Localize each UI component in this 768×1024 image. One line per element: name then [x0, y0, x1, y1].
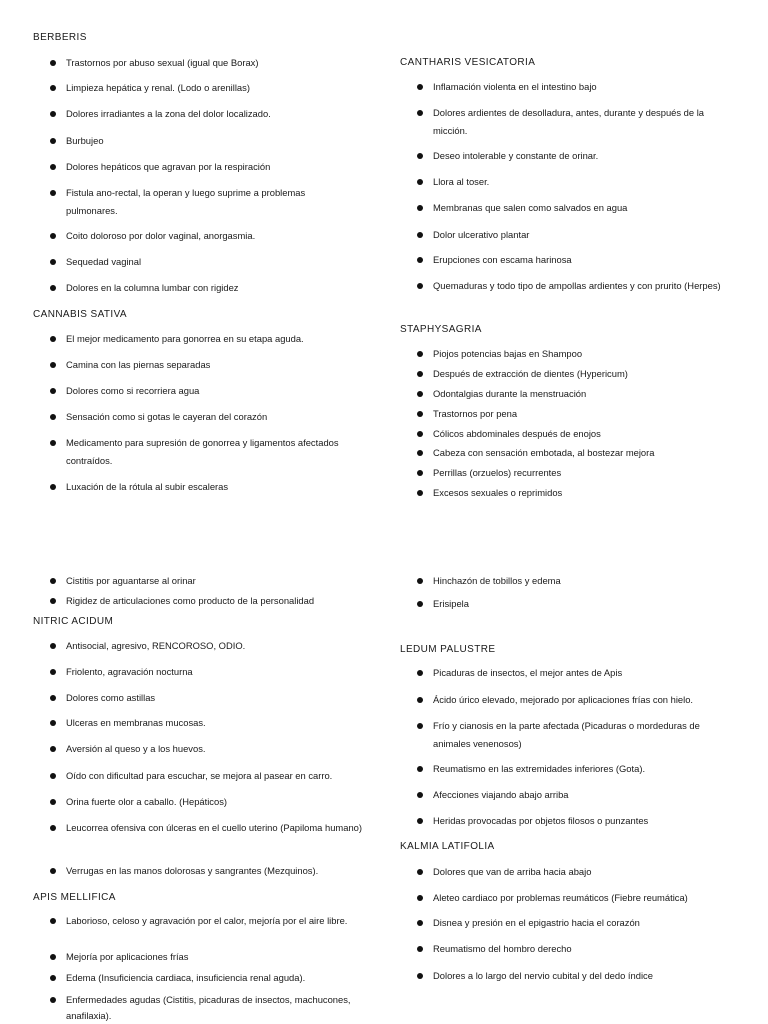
- bullet-icon: [50, 799, 56, 805]
- bullet-icon: [417, 670, 423, 676]
- list-item: Verrugas en las manos dolorosas y sangrantes (Mezquinos).: [33, 862, 368, 880]
- list-item: Dolores como si recorriera agua: [33, 382, 363, 400]
- bullet-icon: [417, 792, 423, 798]
- list-item: Erisipela: [400, 596, 735, 612]
- list-item: Limpieza hepática y renal. (Lodo o arenillas): [33, 79, 363, 97]
- list-item: Enfermedades agudas (Cistitis, picaduras de insectos, machucones, anafilaxia).: [33, 992, 368, 1024]
- list-item: Rigidez de articulaciones como producto de la personalidad: [33, 593, 368, 609]
- list-item: Cistitis por aguantarse al orinar: [33, 573, 368, 589]
- bullet-icon: [417, 920, 423, 926]
- list-item: Perrillas (orzuelos) recurrentes: [400, 465, 735, 481]
- bullet-icon: [417, 283, 423, 289]
- bullet-icon: [417, 391, 423, 397]
- list-item: Leucorrea ofensiva con úlceras en el cuello uterino (Papiloma humano): [33, 819, 368, 837]
- bullet-icon: [50, 669, 56, 675]
- bullet-icon: [50, 578, 56, 584]
- section-title-cantharis-vesicatoria: CANTHARIS VESICATORIA: [400, 57, 536, 68]
- list-item: Frío y cianosis en la parte afectada (Picaduras o mordeduras de animales venenosos): [400, 717, 735, 753]
- bullet-icon: [417, 351, 423, 357]
- bullet-icon: [50, 643, 56, 649]
- bullet-icon: [50, 975, 56, 981]
- bullet-icon: [417, 257, 423, 263]
- list-item: Trastornos por abuso sexual (igual que Borax): [33, 54, 363, 72]
- list-item: El mejor medicamento para gonorrea en su etapa aguda.: [33, 330, 363, 348]
- bullet-icon: [50, 388, 56, 394]
- bullet-icon: [50, 362, 56, 368]
- list-item: Friolento, agravación nocturna: [33, 663, 368, 681]
- bullet-icon: [417, 431, 423, 437]
- bullet-icon: [50, 336, 56, 342]
- list-item: Dolores ardientes de desolladura, antes, durante y después de la micción.: [400, 104, 735, 140]
- bullet-icon: [50, 997, 56, 1003]
- list-item: Laborioso, celoso y agravación por el calor, mejoría por el aire libre.: [33, 913, 368, 929]
- section-title-staphysagria: STAPHYSAGRIA: [400, 324, 482, 335]
- list-item: Cólicos abdominales después de enojos: [400, 426, 735, 442]
- bullet-icon: [417, 232, 423, 238]
- list-item: Piojos potencias bajas en Shampoo: [400, 346, 735, 362]
- bullet-icon: [50, 164, 56, 170]
- list-item: Dolores irradiantes a la zona del dolor localizado.: [33, 105, 363, 123]
- bullet-icon: [417, 697, 423, 703]
- bullet-icon: [417, 450, 423, 456]
- list-item: Reumatismo en las extremidades inferiores (Gota).: [400, 760, 735, 778]
- bullet-icon: [417, 578, 423, 584]
- bullet-icon: [50, 695, 56, 701]
- list-item: Fistula ano-rectal, la operan y luego suprime a problemas pulmonares.: [33, 184, 343, 220]
- bullet-icon: [50, 746, 56, 752]
- bullet-icon: [50, 598, 56, 604]
- list-item: Dolores hepáticos que agravan por la respiración: [33, 158, 363, 176]
- list-item: Medicamento para supresión de gonorrea y ligamentos afectados contraídos.: [33, 434, 368, 470]
- list-item: Cabeza con sensación embotada, al bostezar mejora: [400, 445, 735, 461]
- list-item: Inflamación violenta en el intestino bajo: [400, 78, 735, 96]
- bullet-icon: [50, 285, 56, 291]
- list-item: Antisocial, agresivo, RENCOROSO, ODIO.: [33, 637, 368, 655]
- bullet-icon: [417, 371, 423, 377]
- list-item: Sensación como si gotas le cayeran del corazón: [33, 408, 363, 426]
- bullet-icon: [50, 484, 56, 490]
- bullet-icon: [417, 205, 423, 211]
- bullet-icon: [50, 60, 56, 66]
- list-item: Afecciones viajando abajo arriba: [400, 786, 735, 804]
- list-item: Dolores en la columna lumbar con rigidez: [33, 279, 363, 297]
- bullet-icon: [417, 84, 423, 90]
- list-item: Mejoría por aplicaciones frías: [33, 949, 368, 965]
- bullet-icon: [417, 895, 423, 901]
- bullet-icon: [417, 869, 423, 875]
- list-item: Heridas provocadas por objetos filosos o punzantes: [400, 812, 735, 830]
- bullet-icon: [417, 110, 423, 116]
- list-item: Coito doloroso por dolor vaginal, anorgasmia.: [33, 227, 363, 245]
- section-title-berberis: BERBERIS: [33, 32, 87, 43]
- bullet-icon: [50, 954, 56, 960]
- list-item: Aversión al queso y a los huevos.: [33, 740, 368, 758]
- bullet-icon: [417, 490, 423, 496]
- list-item: Hinchazón de tobillos y edema: [400, 573, 735, 589]
- list-item: Membranas que salen como salvados en agua: [400, 199, 735, 217]
- bullet-icon: [50, 918, 56, 924]
- list-item: Deseo intolerable y constante de orinar.: [400, 147, 735, 165]
- bullet-icon: [50, 773, 56, 779]
- bullet-icon: [417, 411, 423, 417]
- list-item: Llora al toser.: [400, 173, 735, 191]
- bullet-icon: [50, 111, 56, 117]
- list-item: Ulceras en membranas mucosas.: [33, 714, 368, 732]
- bullet-icon: [50, 85, 56, 91]
- bullet-icon: [50, 414, 56, 420]
- list-item: Camina con las piernas separadas: [33, 356, 363, 374]
- list-item: Reumatismo del hombro derecho: [400, 940, 735, 958]
- bullet-icon: [417, 601, 423, 607]
- bullet-icon: [417, 818, 423, 824]
- bullet-icon: [50, 868, 56, 874]
- bullet-icon: [50, 259, 56, 265]
- section-title-ledum-palustre: LEDUM PALUSTRE: [400, 644, 496, 655]
- list-item: Quemaduras y todo tipo de ampollas ardientes y con prurito (Herpes): [400, 277, 735, 295]
- list-item: Aleteo cardiaco por problemas reumáticos (Fiebre reumática): [400, 889, 735, 907]
- list-item: Excesos sexuales o reprimidos: [400, 485, 735, 501]
- bullet-icon: [50, 138, 56, 144]
- list-item: Disnea y presión en el epigastrio hacia el corazón: [400, 914, 735, 932]
- list-item: Ácido úrico elevado, mejorado por aplicaciones frías con hielo.: [400, 691, 735, 709]
- list-item: Luxación de la rótula al subir escaleras: [33, 478, 363, 496]
- section-title-nitric-acidum: NITRIC ACIDUM: [33, 616, 114, 627]
- list-item: Sequedad vaginal: [33, 253, 363, 271]
- bullet-icon: [50, 233, 56, 239]
- bullet-icon: [417, 973, 423, 979]
- list-item: Dolor ulcerativo plantar: [400, 226, 735, 244]
- bullet-icon: [417, 723, 423, 729]
- section-title-apis-mellifica: APIS MELLIFICA: [33, 892, 116, 903]
- list-item: Trastornos por pena: [400, 406, 735, 422]
- bullet-icon: [50, 720, 56, 726]
- list-item: Erupciones con escama harinosa: [400, 251, 735, 269]
- list-item: Orina fuerte olor a caballo. (Hepáticos): [33, 793, 368, 811]
- list-item: Dolores que van de arriba hacia abajo: [400, 863, 735, 881]
- list-item: Después de extracción de dientes (Hypericum): [400, 366, 735, 382]
- list-item: Dolores a lo largo del nervio cubital y del dedo índice: [400, 967, 735, 985]
- bullet-icon: [417, 766, 423, 772]
- section-title-kalmia-latifolia: KALMIA LATIFOLIA: [400, 841, 495, 852]
- bullet-icon: [50, 825, 56, 831]
- bullet-icon: [50, 440, 56, 446]
- list-item: Oído con dificultad para escuchar, se mejora al pasear en carro.: [33, 767, 368, 785]
- list-item: Dolores como astillas: [33, 689, 368, 707]
- list-item: Edema (Insuficiencia cardiaca, insuficiencia renal aguda).: [33, 970, 368, 986]
- bullet-icon: [417, 179, 423, 185]
- bullet-icon: [417, 946, 423, 952]
- bullet-icon: [417, 153, 423, 159]
- bullet-icon: [417, 470, 423, 476]
- bullet-icon: [50, 190, 56, 196]
- section-title-cannabis-sativa: CANNABIS SATIVA: [33, 309, 127, 320]
- list-item: Picaduras de insectos, el mejor antes de Apis: [400, 664, 735, 682]
- list-item: Odontalgias durante la menstruación: [400, 386, 735, 402]
- list-item: Burbujeo: [33, 132, 363, 150]
